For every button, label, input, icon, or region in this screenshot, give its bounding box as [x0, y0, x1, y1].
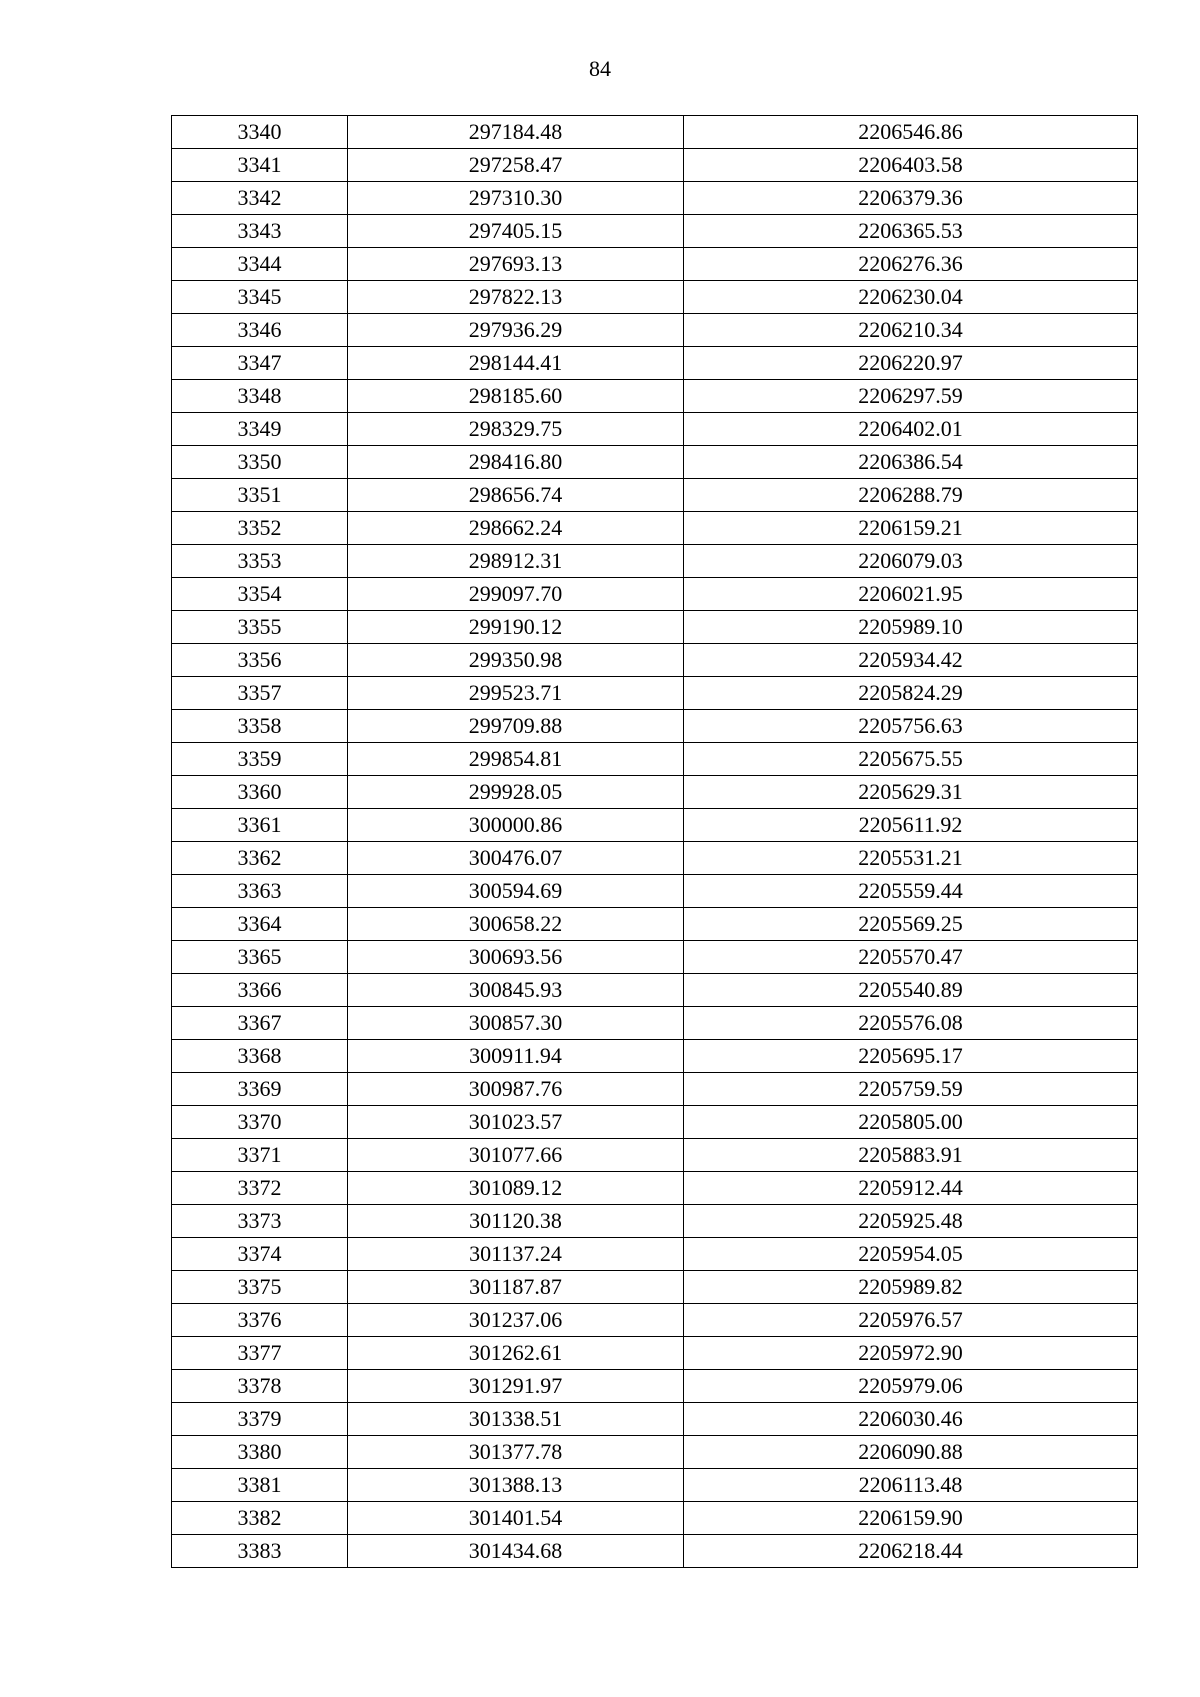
- y-coordinate-cell: 2206297.59: [684, 380, 1138, 413]
- x-coordinate-cell: 301237.06: [348, 1304, 684, 1337]
- table-row: [172, 347, 1138, 380]
- x-coordinate-cell: 300594.69: [348, 875, 684, 908]
- x-coordinate-cell: 299097.70: [348, 578, 684, 611]
- point-number-cell: 3368: [172, 1040, 348, 1073]
- x-coordinate-cell: 298144.41: [348, 347, 684, 380]
- y-coordinate-cell: 2205569.25: [684, 908, 1138, 941]
- table-row: [172, 182, 1138, 215]
- x-coordinate-cell: 300911.94: [348, 1040, 684, 1073]
- x-coordinate-cell: 299854.81: [348, 743, 684, 776]
- x-coordinate-cell: 297693.13: [348, 248, 684, 281]
- table-row: [172, 611, 1138, 644]
- point-number-cell: 3343: [172, 215, 348, 248]
- y-coordinate-cell: 2205570.47: [684, 941, 1138, 974]
- point-number-cell: 3373: [172, 1205, 348, 1238]
- table-row: [172, 677, 1138, 710]
- point-number-cell: 3381: [172, 1469, 348, 1502]
- table-row: [172, 1238, 1138, 1271]
- point-number-cell: 3371: [172, 1139, 348, 1172]
- point-number-cell: 3359: [172, 743, 348, 776]
- y-coordinate-cell: 2206210.34: [684, 314, 1138, 347]
- point-number-cell: 3378: [172, 1370, 348, 1403]
- y-coordinate-cell: 2206090.88: [684, 1436, 1138, 1469]
- point-number-cell: 3369: [172, 1073, 348, 1106]
- table-row: [172, 1469, 1138, 1502]
- point-number-cell: 3374: [172, 1238, 348, 1271]
- point-number-cell: 3349: [172, 413, 348, 446]
- y-coordinate-cell: 2205531.21: [684, 842, 1138, 875]
- y-coordinate-cell: 2206276.36: [684, 248, 1138, 281]
- point-number-cell: 3341: [172, 149, 348, 182]
- x-coordinate-cell: 301401.54: [348, 1502, 684, 1535]
- table-row: [172, 248, 1138, 281]
- x-coordinate-cell: 299350.98: [348, 644, 684, 677]
- y-coordinate-cell: 2206402.01: [684, 413, 1138, 446]
- page-number: 84: [589, 56, 611, 81]
- point-number-cell: 3377: [172, 1337, 348, 1370]
- x-coordinate-cell: 298912.31: [348, 545, 684, 578]
- y-coordinate-cell: 2205912.44: [684, 1172, 1138, 1205]
- point-number-cell: 3379: [172, 1403, 348, 1436]
- x-coordinate-cell: 300845.93: [348, 974, 684, 1007]
- x-coordinate-cell: 299928.05: [348, 776, 684, 809]
- point-number-cell: 3382: [172, 1502, 348, 1535]
- table-row: [172, 116, 1138, 149]
- y-coordinate-cell: 2206159.21: [684, 512, 1138, 545]
- point-number-cell: 3340: [172, 116, 348, 149]
- x-coordinate-cell: 298329.75: [348, 413, 684, 446]
- table-row: [172, 1106, 1138, 1139]
- x-coordinate-cell: 301434.68: [348, 1535, 684, 1568]
- point-number-cell: 3342: [172, 182, 348, 215]
- table-row: [172, 545, 1138, 578]
- point-number-cell: 3362: [172, 842, 348, 875]
- point-number-cell: 3355: [172, 611, 348, 644]
- x-coordinate-cell: 299190.12: [348, 611, 684, 644]
- table-row: [172, 1205, 1138, 1238]
- table-row: [172, 743, 1138, 776]
- y-coordinate-cell: 2205629.31: [684, 776, 1138, 809]
- point-number-cell: 3354: [172, 578, 348, 611]
- x-coordinate-cell: 297405.15: [348, 215, 684, 248]
- x-coordinate-cell: 299523.71: [348, 677, 684, 710]
- point-number-cell: 3367: [172, 1007, 348, 1040]
- table-row: [172, 776, 1138, 809]
- x-coordinate-cell: 300658.22: [348, 908, 684, 941]
- coordinates-table: [171, 115, 1138, 1568]
- table-row: [172, 479, 1138, 512]
- y-coordinate-cell: 2206220.97: [684, 347, 1138, 380]
- x-coordinate-cell: 301338.51: [348, 1403, 684, 1436]
- x-coordinate-cell: 298185.60: [348, 380, 684, 413]
- point-number-cell: 3351: [172, 479, 348, 512]
- table-row: [172, 941, 1138, 974]
- y-coordinate-cell: 2206379.36: [684, 182, 1138, 215]
- y-coordinate-cell: 2205989.82: [684, 1271, 1138, 1304]
- point-number-cell: 3375: [172, 1271, 348, 1304]
- y-coordinate-cell: 2206079.03: [684, 545, 1138, 578]
- table-row: [172, 1436, 1138, 1469]
- y-coordinate-cell: 2205976.57: [684, 1304, 1138, 1337]
- x-coordinate-cell: 300000.86: [348, 809, 684, 842]
- point-number-cell: 3347: [172, 347, 348, 380]
- y-coordinate-cell: 2205756.63: [684, 710, 1138, 743]
- table-row: [172, 842, 1138, 875]
- y-coordinate-cell: 2205576.08: [684, 1007, 1138, 1040]
- x-coordinate-cell: 297822.13: [348, 281, 684, 314]
- table-row: [172, 1172, 1138, 1205]
- y-coordinate-cell: 2205883.91: [684, 1139, 1138, 1172]
- x-coordinate-cell: 298416.80: [348, 446, 684, 479]
- table-row: [172, 1337, 1138, 1370]
- table-row: [172, 1535, 1138, 1568]
- y-coordinate-cell: 2205824.29: [684, 677, 1138, 710]
- point-number-cell: 3364: [172, 908, 348, 941]
- point-number-cell: 3372: [172, 1172, 348, 1205]
- x-coordinate-cell: 301377.78: [348, 1436, 684, 1469]
- point-number-cell: 3361: [172, 809, 348, 842]
- table-row: [172, 809, 1138, 842]
- point-number-cell: 3380: [172, 1436, 348, 1469]
- y-coordinate-cell: 2206030.46: [684, 1403, 1138, 1436]
- y-coordinate-cell: 2205972.90: [684, 1337, 1138, 1370]
- table-row: [172, 908, 1138, 941]
- table-row: [172, 446, 1138, 479]
- table-row: [172, 1007, 1138, 1040]
- table-row: [172, 512, 1138, 545]
- y-coordinate-cell: 2206365.53: [684, 215, 1138, 248]
- table-row: [172, 974, 1138, 1007]
- x-coordinate-cell: 297310.30: [348, 182, 684, 215]
- x-coordinate-cell: 300693.56: [348, 941, 684, 974]
- y-coordinate-cell: 2206113.48: [684, 1469, 1138, 1502]
- x-coordinate-cell: 300476.07: [348, 842, 684, 875]
- table-row: [172, 314, 1138, 347]
- x-coordinate-cell: 298656.74: [348, 479, 684, 512]
- y-coordinate-cell: 2206230.04: [684, 281, 1138, 314]
- point-number-cell: 3360: [172, 776, 348, 809]
- y-coordinate-cell: 2206288.79: [684, 479, 1138, 512]
- point-number-cell: 3357: [172, 677, 348, 710]
- point-number-cell: 3365: [172, 941, 348, 974]
- point-number-cell: 3352: [172, 512, 348, 545]
- table-row: [172, 1502, 1138, 1535]
- point-number-cell: 3344: [172, 248, 348, 281]
- table-row: [172, 1040, 1138, 1073]
- x-coordinate-cell: 299709.88: [348, 710, 684, 743]
- x-coordinate-cell: 301077.66: [348, 1139, 684, 1172]
- table-row: [172, 215, 1138, 248]
- x-coordinate-cell: 301187.87: [348, 1271, 684, 1304]
- y-coordinate-cell: 2206159.90: [684, 1502, 1138, 1535]
- y-coordinate-cell: 2206218.44: [684, 1535, 1138, 1568]
- y-coordinate-cell: 2205675.55: [684, 743, 1138, 776]
- table-row: [172, 281, 1138, 314]
- table-row: [172, 1304, 1138, 1337]
- table-row: [172, 1403, 1138, 1436]
- point-number-cell: 3370: [172, 1106, 348, 1139]
- x-coordinate-cell: 297258.47: [348, 149, 684, 182]
- x-coordinate-cell: 300987.76: [348, 1073, 684, 1106]
- point-number-cell: 3350: [172, 446, 348, 479]
- y-coordinate-cell: 2205559.44: [684, 875, 1138, 908]
- point-number-cell: 3345: [172, 281, 348, 314]
- y-coordinate-cell: 2205989.10: [684, 611, 1138, 644]
- table-row: [172, 710, 1138, 743]
- point-number-cell: 3366: [172, 974, 348, 1007]
- y-coordinate-cell: 2205805.00: [684, 1106, 1138, 1139]
- y-coordinate-cell: 2205979.06: [684, 1370, 1138, 1403]
- table-row: [172, 1139, 1138, 1172]
- point-number-cell: 3383: [172, 1535, 348, 1568]
- point-number-cell: 3358: [172, 710, 348, 743]
- coordinates-table-body: [172, 116, 1138, 1568]
- point-number-cell: 3348: [172, 380, 348, 413]
- point-number-cell: 3363: [172, 875, 348, 908]
- table-row: [172, 1073, 1138, 1106]
- point-number-cell: 3356: [172, 644, 348, 677]
- y-coordinate-cell: 2206386.54: [684, 446, 1138, 479]
- y-coordinate-cell: 2205925.48: [684, 1205, 1138, 1238]
- y-coordinate-cell: 2205695.17: [684, 1040, 1138, 1073]
- x-coordinate-cell: 301023.57: [348, 1106, 684, 1139]
- y-coordinate-cell: 2205934.42: [684, 644, 1138, 677]
- y-coordinate-cell: 2206546.86: [684, 116, 1138, 149]
- table-row: [172, 644, 1138, 677]
- point-number-cell: 3376: [172, 1304, 348, 1337]
- x-coordinate-cell: 301089.12: [348, 1172, 684, 1205]
- x-coordinate-cell: 301137.24: [348, 1238, 684, 1271]
- y-coordinate-cell: 2205759.59: [684, 1073, 1138, 1106]
- table-row: [172, 1370, 1138, 1403]
- x-coordinate-cell: 300857.30: [348, 1007, 684, 1040]
- x-coordinate-cell: 297184.48: [348, 116, 684, 149]
- x-coordinate-cell: 301388.13: [348, 1469, 684, 1502]
- table-row: [172, 149, 1138, 182]
- table-row: [172, 380, 1138, 413]
- x-coordinate-cell: 297936.29: [348, 314, 684, 347]
- table-row: [172, 875, 1138, 908]
- x-coordinate-cell: 298662.24: [348, 512, 684, 545]
- y-coordinate-cell: 2205611.92: [684, 809, 1138, 842]
- x-coordinate-cell: 301291.97: [348, 1370, 684, 1403]
- y-coordinate-cell: 2205954.05: [684, 1238, 1138, 1271]
- point-number-cell: 3353: [172, 545, 348, 578]
- x-coordinate-cell: 301120.38: [348, 1205, 684, 1238]
- y-coordinate-cell: 2206021.95: [684, 578, 1138, 611]
- y-coordinate-cell: 2205540.89: [684, 974, 1138, 1007]
- table-row: [172, 1271, 1138, 1304]
- y-coordinate-cell: 2206403.58: [684, 149, 1138, 182]
- x-coordinate-cell: 301262.61: [348, 1337, 684, 1370]
- table-row: [172, 413, 1138, 446]
- point-number-cell: 3346: [172, 314, 348, 347]
- table-row: [172, 578, 1138, 611]
